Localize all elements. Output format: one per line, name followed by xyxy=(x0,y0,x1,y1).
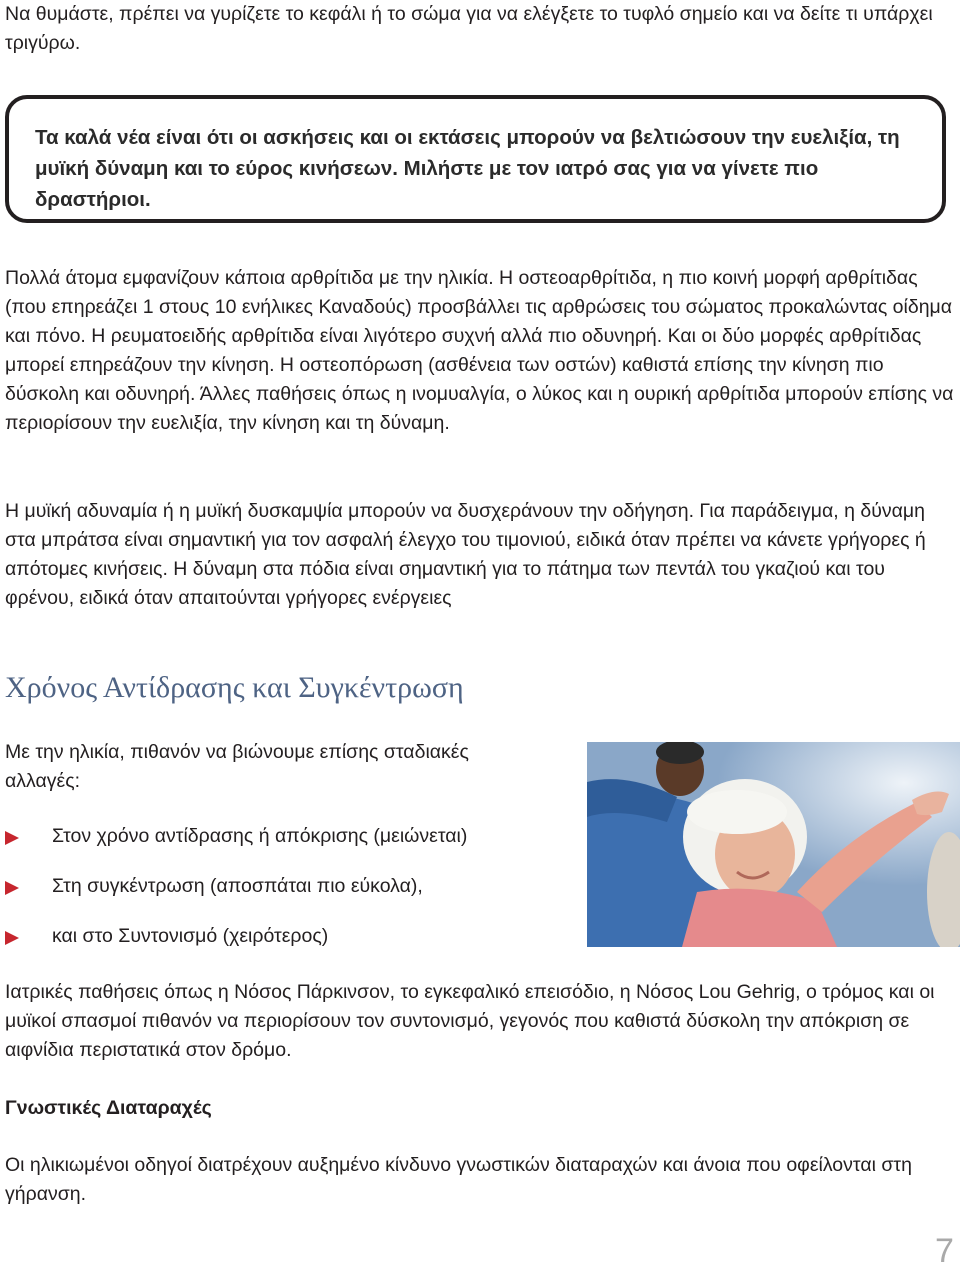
intro-paragraph: Να θυμάστε, πρέπει να γυρίζετε το κεφάλι ή το σώμα για να ελέγξετε το τυφλό σημείο και να δείτε τι υπάρχει τριγύρω. xyxy=(5,3,933,54)
list-item-text: Στον χρόνο αντίδρασης ή απόκρισης (μειώνεται) xyxy=(52,825,468,847)
list-item-text: Στη συγκέντρωση (αποσπάται πιο εύκολα), xyxy=(52,875,423,897)
page-number: 7 xyxy=(935,1232,954,1270)
section-heading: Χρόνος Αντίδρασης και Συγκέντρωση xyxy=(5,671,464,704)
triangle-bullet-icon xyxy=(5,881,19,895)
medical-conditions-paragraph: Ιατρικές παθήσεις όπως η Νόσος Πάρκινσον, το εγκεφαλικό επεισόδιο, η Νόσος Lou Gehrig, ο τρόμος και οι μυϊκοί σπασμοί πιθανόν να περιορίσουν τον συντονισμό, γεγονός που καθιστά δύσκολη την απόκριση σε αιφνίδια περιστατικά στον δρόμο. xyxy=(5,981,935,1061)
callout-box xyxy=(5,95,946,223)
photo-illustration xyxy=(587,742,960,947)
list-item xyxy=(5,872,467,922)
triangle-bullet-icon xyxy=(5,931,19,945)
list-item-text: και στο Συντονισμό (χειρότερος) xyxy=(52,925,329,947)
reaction-intro-paragraph: Με την ηλικία, πιθανόν να βιώνουμε επίσης σταδιακές αλλαγές: xyxy=(5,741,469,792)
list-item xyxy=(5,922,467,972)
changes-list xyxy=(5,822,467,972)
muscle-paragraph: Η μυϊκή αδυναμία ή η μυϊκή δυσκαμψία μπορούν να δυσχεράνουν την οδήγηση. Για παράδειγμα, η δύναμη στα μπράτσα είναι σημαντική για τον ασφαλή έλεγχο του τιμονιού, ειδικά όταν πρέπει να κάνετε γρήγορες ή απότομες κινήσεις. Η δύναμη στα πόδια είναι σημαντική για το πάτημα των πεντάλ του γκαζιού και του φρένου, ειδικά όταν απαιτούνται γρήγορες ενέργειες xyxy=(5,500,926,609)
triangle-bullet-icon xyxy=(5,831,19,845)
cognitive-heading: Γνωστικές Διαταραχές xyxy=(5,1097,212,1119)
seniors-exercising-photo xyxy=(587,742,960,947)
cognitive-paragraph: Οι ηλικιωμένοι οδηγοί διατρέχουν αυξημένο κίνδυνο γνωστικών διαταραχών και άνοια που οφείλονται στη γήρανση. xyxy=(5,1154,912,1205)
list-item xyxy=(5,822,467,872)
arthritis-paragraph: Πολλά άτομα εμφανίζουν κάποια αρθρίτιδα με την ηλικία. Η οστεοαρθρίτιδα, η πιο κοινή μορφή αρθρίτιδας (που επηρεάζει 1 στους 10 ενήλικες Καναδούς) προσβάλλει τις αρθρώσεις του σώματος προκαλώντας οίδημα και πόνο. Η ρευματοειδής αρθρίτιδα είναι λιγότερο συχνή αλλά πιο οδυνηρή. Και οι δύο μορφές αρθρίτιδας μπορεί επηρεάζουν την κίνηση. Η οστεοπόρωση (ασθένεια των οστών) καθιστά επίσης την κίνηση πιο δύσκολη και οδυνηρή. Άλλες παθήσεις όπως η ινομυαλγία, ο λύκος και η ουρική αρθρίτιδα μπορούν επίσης να περιορίσουν την ευελιξία, την κίνηση και τη δύναμη. xyxy=(5,267,954,434)
callout-text: Τα καλά νέα είναι ότι οι ασκήσεις και οι εκτάσεις μπορούν να βελτιώσουν την ευελιξία, τη μυϊκή δύναμη και το εύρος κινήσεων. Μιλήστε με τον ιατρό σας για να γίνετε πιο δραστήριοι. xyxy=(35,126,900,211)
